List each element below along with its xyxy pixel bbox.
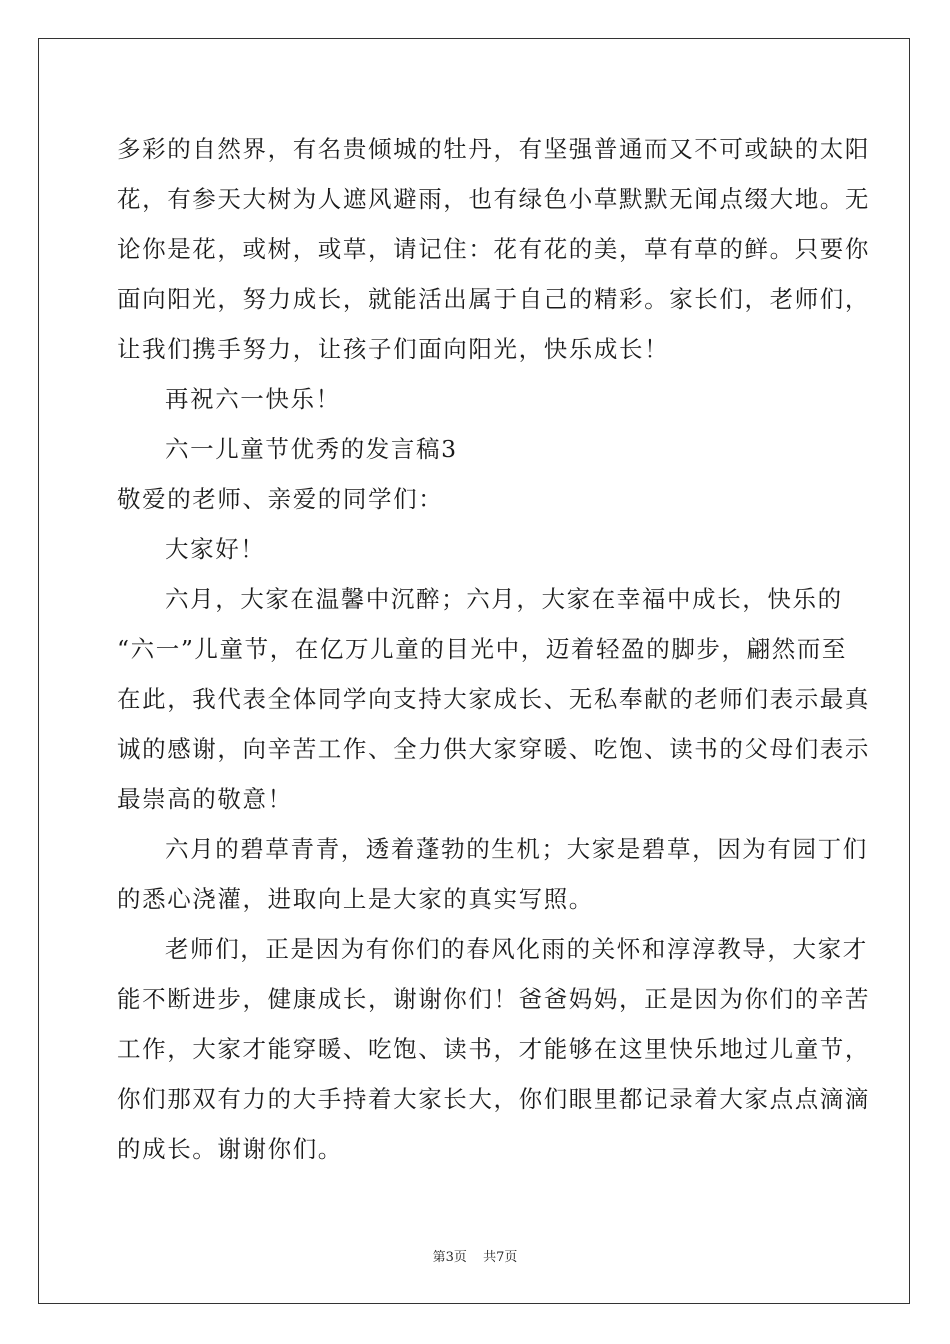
text-line: 的成长。谢谢你们。: [117, 1135, 343, 1163]
text-line: “六一”儿童节，在亿万儿童的目光中，迈着轻盈的脚步，翩然而至: [117, 635, 848, 663]
text-line: 诚的感谢，向辛苦工作、全力供大家穿暖、吃饱、读书的父母们表示: [117, 735, 870, 763]
text-line: 你们那双有力的大手持着大家长大，你们眼里都记录着大家点点滴滴: [117, 1085, 870, 1113]
section-heading: 六一儿童节优秀的发言稿3: [165, 435, 458, 463]
salutation: 敬爱的老师、亲爱的同学们：: [117, 485, 444, 513]
text-line: 花，有参天大树为人遮风避雨，也有绿色小草默默无闻点缀大地。无: [117, 185, 870, 213]
text-line: 论你是花，或树，或草，请记住：花有花的美，草有草的鲜。只要你: [117, 235, 870, 263]
page-total: 共7页: [483, 1250, 518, 1265]
text-line: 最崇高的敬意！: [117, 785, 293, 813]
text-line: 让我们携手努力，让孩子们面向阳光，快乐成长！: [117, 335, 670, 363]
text-line: 工作，大家才能穿暖、吃饱、读书，才能够在这里快乐地过儿童节，: [117, 1035, 870, 1063]
text-line: 的悉心浇灌，进取向上是大家的真实写照。: [117, 885, 594, 913]
page-number: 第3页: [432, 1250, 467, 1265]
text-line: 在此，我代表全体同学向支持大家成长、无私奉献的老师们表示最真: [117, 685, 870, 713]
text-line: 六月，大家在温馨中沉醉；六月，大家在幸福中成长，快乐的: [165, 585, 843, 613]
text-line: 多彩的自然界，有名贵倾城的牡丹，有坚强普通而又不可或缺的太阳: [117, 135, 870, 163]
greeting: 大家好！: [165, 535, 266, 563]
text-line: 再祝六一快乐！: [165, 385, 341, 413]
text-line: 六月的碧草青青，透着蓬勃的生机；大家是碧草，因为有园丁们: [165, 835, 868, 863]
text-line: 能不断进步，健康成长，谢谢你们！爸爸妈妈，正是因为你们的辛苦: [117, 985, 870, 1013]
text-line: 面向阳光，努力成长，就能活出属于自己的精彩。家长们，老师们，: [117, 285, 870, 313]
page-footer: [0, 1246, 950, 1265]
document-body: [117, 124, 870, 1174]
text-line: 老师们，正是因为有你们的春风化雨的关怀和淳淳教导，大家才: [165, 935, 868, 963]
